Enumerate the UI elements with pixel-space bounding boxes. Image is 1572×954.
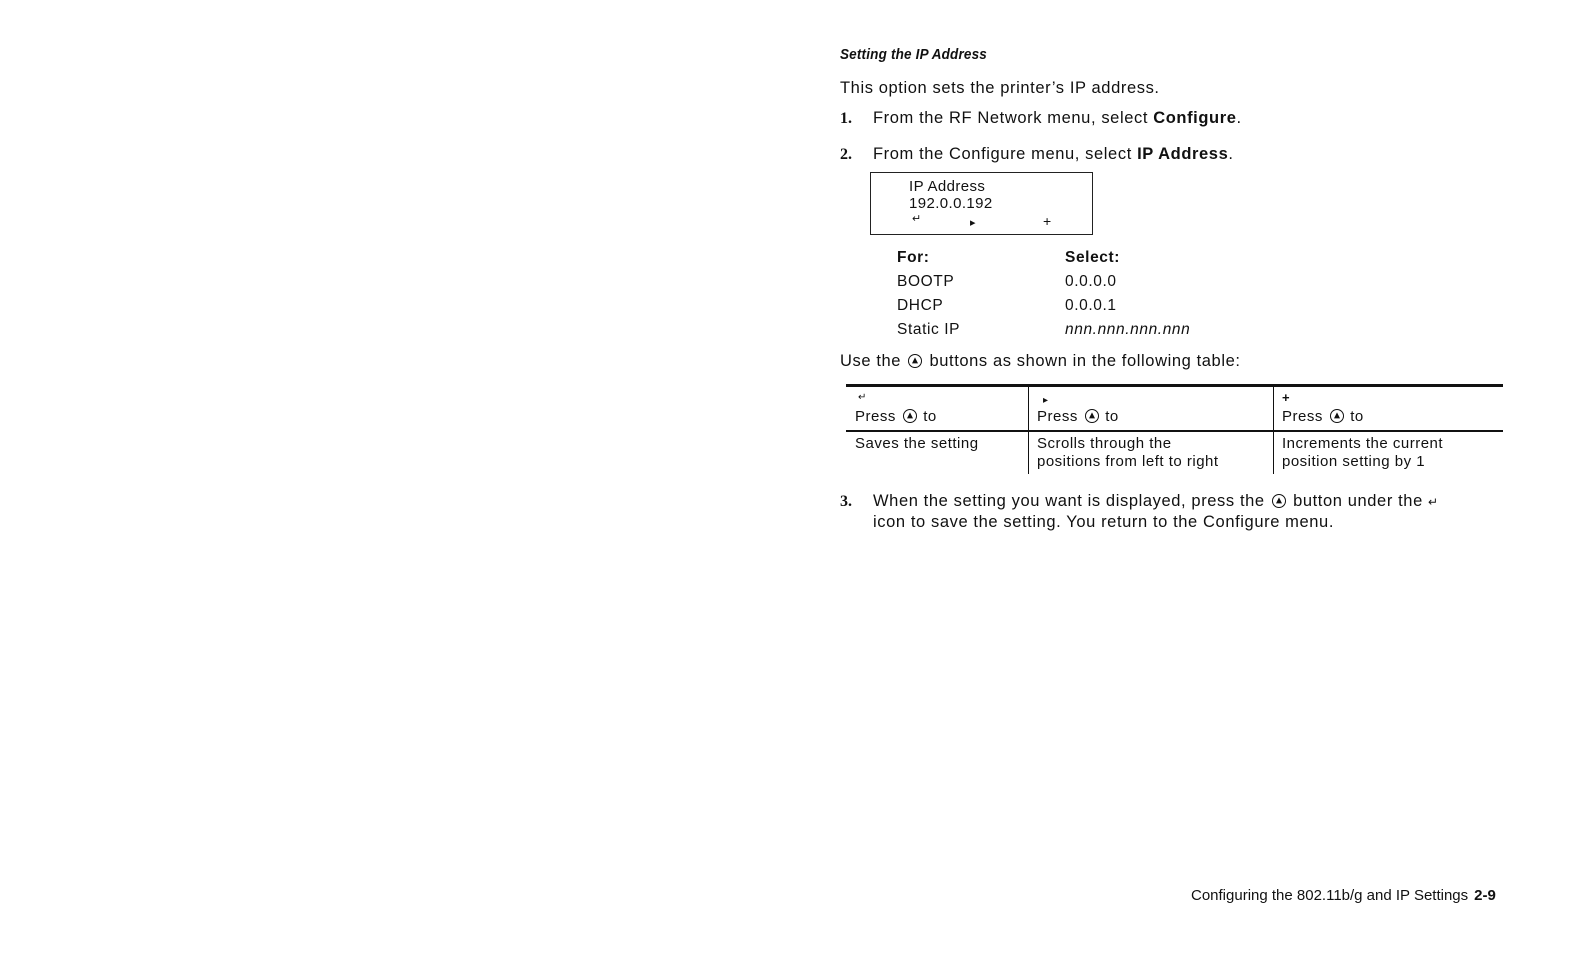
- use-buttons-before: Use the: [840, 352, 902, 370]
- table-column-divider: [1028, 386, 1029, 474]
- enter-icon: ↵: [912, 213, 922, 225]
- option-select-dhcp: 0.0.0.1: [1065, 297, 1117, 314]
- enter-icon: ↵: [1428, 495, 1439, 509]
- step-1-configure-term: Configure: [1153, 109, 1237, 127]
- enter-icon: ↵: [858, 392, 867, 403]
- lcd-line-1: IP Address: [909, 178, 986, 195]
- step-1-text-after: .: [1236, 109, 1242, 127]
- use-buttons-paragraph: [840, 352, 1241, 371]
- step-2-text-after: .: [1228, 145, 1234, 163]
- option-select-static-ip: nnn.nnn.nnn.nnn: [1065, 321, 1191, 338]
- press-label: Press: [1037, 408, 1078, 425]
- up-arrow-button-icon: [1272, 494, 1286, 508]
- to-label: to: [1105, 408, 1119, 425]
- option-select-bootp: 0.0.0.0: [1065, 273, 1117, 290]
- step-1-text: [873, 109, 1242, 128]
- page-footer: [1191, 887, 1496, 904]
- table-header-cell: [1282, 408, 1364, 426]
- to-label: to: [1350, 408, 1364, 425]
- step-3-line-1-after: button under the: [1293, 492, 1423, 510]
- use-buttons-after: buttons as shown in the following table:: [929, 352, 1241, 370]
- table-cell-increments-line-2: position setting by 1: [1282, 453, 1426, 470]
- intro-paragraph: This option sets the printer’s IP address.: [840, 79, 1160, 97]
- table-header-cell: [855, 408, 937, 426]
- option-for-dhcp: DHCP: [897, 297, 944, 314]
- step-2-ip-address-term: IP Address: [1137, 145, 1229, 163]
- step-3-line-2: icon to save the setting. You return to the Configure menu.: [873, 513, 1335, 531]
- press-label: Press: [1282, 408, 1323, 425]
- up-arrow-button-icon: [903, 409, 917, 423]
- step-1-number: 1.: [840, 110, 852, 127]
- page-number: 2-9: [1474, 887, 1496, 904]
- option-for-bootp: BOOTP: [897, 273, 955, 290]
- table-header-rule: [846, 430, 1503, 432]
- step-2-text-before: From the Configure menu, select: [873, 145, 1138, 163]
- section-title: Setting the IP Address: [840, 46, 987, 63]
- plus-icon: +: [1282, 390, 1291, 405]
- press-label: Press: [855, 408, 896, 425]
- table-top-rule: [846, 384, 1503, 387]
- option-for-static-ip: Static IP: [897, 321, 961, 338]
- up-arrow-button-icon: [1085, 409, 1099, 423]
- lcd-line-2: 192.0.0.192: [909, 195, 993, 212]
- table-cell-saves: Saves the setting: [855, 435, 979, 452]
- step-1-text-before: From the RF Network menu, select: [873, 109, 1154, 127]
- right-triangle-icon: ▸: [1043, 395, 1049, 406]
- step-3-line-1: [873, 492, 1439, 511]
- plus-icon: +: [1043, 213, 1052, 229]
- table-cell-scrolls-line-2: positions from left to right: [1037, 453, 1219, 470]
- up-arrow-button-icon: [908, 354, 922, 368]
- table-column-divider: [1273, 386, 1274, 474]
- step-3-number: 3.: [840, 493, 852, 510]
- table-cell-scrolls-line-1: Scrolls through the: [1037, 435, 1172, 452]
- right-triangle-icon: ▸: [970, 217, 976, 229]
- step-2-text: [873, 145, 1234, 164]
- footer-chapter-title: Configuring the 802.11b/g and IP Settings: [1191, 887, 1469, 904]
- table-header-cell: [1037, 408, 1119, 426]
- options-header-select: Select:: [1065, 249, 1121, 266]
- to-label: to: [923, 408, 937, 425]
- up-arrow-button-icon: [1330, 409, 1344, 423]
- table-cell-increments-line-1: Increments the current: [1282, 435, 1444, 452]
- step-2-number: 2.: [840, 146, 852, 163]
- lcd-display: [870, 172, 1093, 235]
- options-header-for: For:: [897, 249, 930, 266]
- step-3-line-1-before: When the setting you want is displayed, press the: [873, 492, 1265, 510]
